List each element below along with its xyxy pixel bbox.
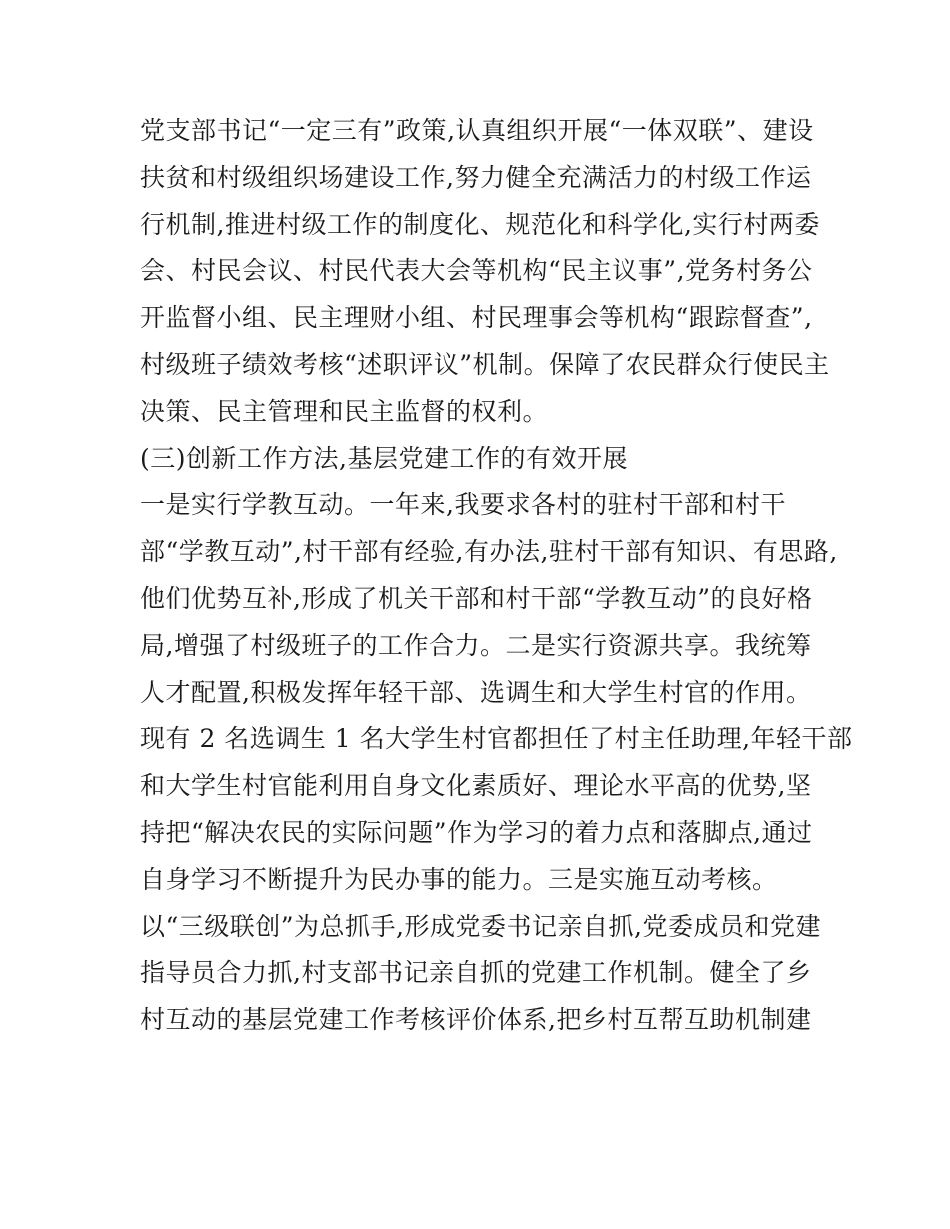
text-line: 村互动的基层党建工作考核评价体系,把乡村互帮互助机制建 xyxy=(140,1005,812,1035)
text-line: 和大学生村官能利用自身文化素质好、理论水平高的优势,坚 xyxy=(140,771,812,801)
section-heading: (三)创新工作方法,基层党建工作的有效开展 xyxy=(140,443,628,473)
text-line: 人才配置,积极发挥年轻干部、选调生和大学生村官的作用。 xyxy=(140,677,812,707)
text-line: 开监督小组、民主理财小组、村民理事会等机构“跟踪督查”, xyxy=(140,303,813,333)
document-body xyxy=(140,108,853,1044)
text-line: 一是实行学教互动。一年来,我要求各村的驻村干部和村干 xyxy=(140,490,786,520)
text-line: 持把“解决农民的实际问题”作为学习的着力点和落脚点,通过 xyxy=(140,817,813,847)
text-line: 决策、民主管理和民主监督的权利。 xyxy=(140,396,549,426)
text-line: 自身学习不断提升为民办事的能力。三是实施互动考核。 xyxy=(140,864,778,894)
text-line: 局,增强了村级班子的工作合力。二是实行资源共享。我统筹 xyxy=(140,630,812,660)
text-line: 行机制,推进村级工作的制度化、规范化和科学化,实行村两委 xyxy=(140,209,820,239)
text-line: 部“学教互动”,村干部有经验,有办法,驻村干部有知识、有思路, xyxy=(140,537,838,567)
text-line: 指导员合力抓,村支部书记亲自抓的党建工作机制。健全了乡 xyxy=(140,958,812,988)
text-line: 他们优势互补,形成了机关干部和村干部“学教互动”的良好格 xyxy=(140,583,813,613)
text-line: 会、村民会议、村民代表大会等机构“民主议事”,党务村务公 xyxy=(140,256,813,286)
text-line: 以“三级联创”为总抓手,形成党委书记亲自抓,党委成员和党建 xyxy=(140,911,821,941)
text-line: 党支部书记“一定三有”政策,认真组织开展“一体双联”、建设 xyxy=(140,116,814,145)
text-line: 现有 2 名选调生 1 名大学生村官都担任了村主任助理,年轻干部 xyxy=(140,724,853,754)
text-line: 村级班子绩效考核“述职评议”机制。保障了农民群众行使民主 xyxy=(140,349,830,379)
text-line: 扶贫和村级组织场建设工作,努力健全充满活力的村级工作运 xyxy=(140,162,812,192)
